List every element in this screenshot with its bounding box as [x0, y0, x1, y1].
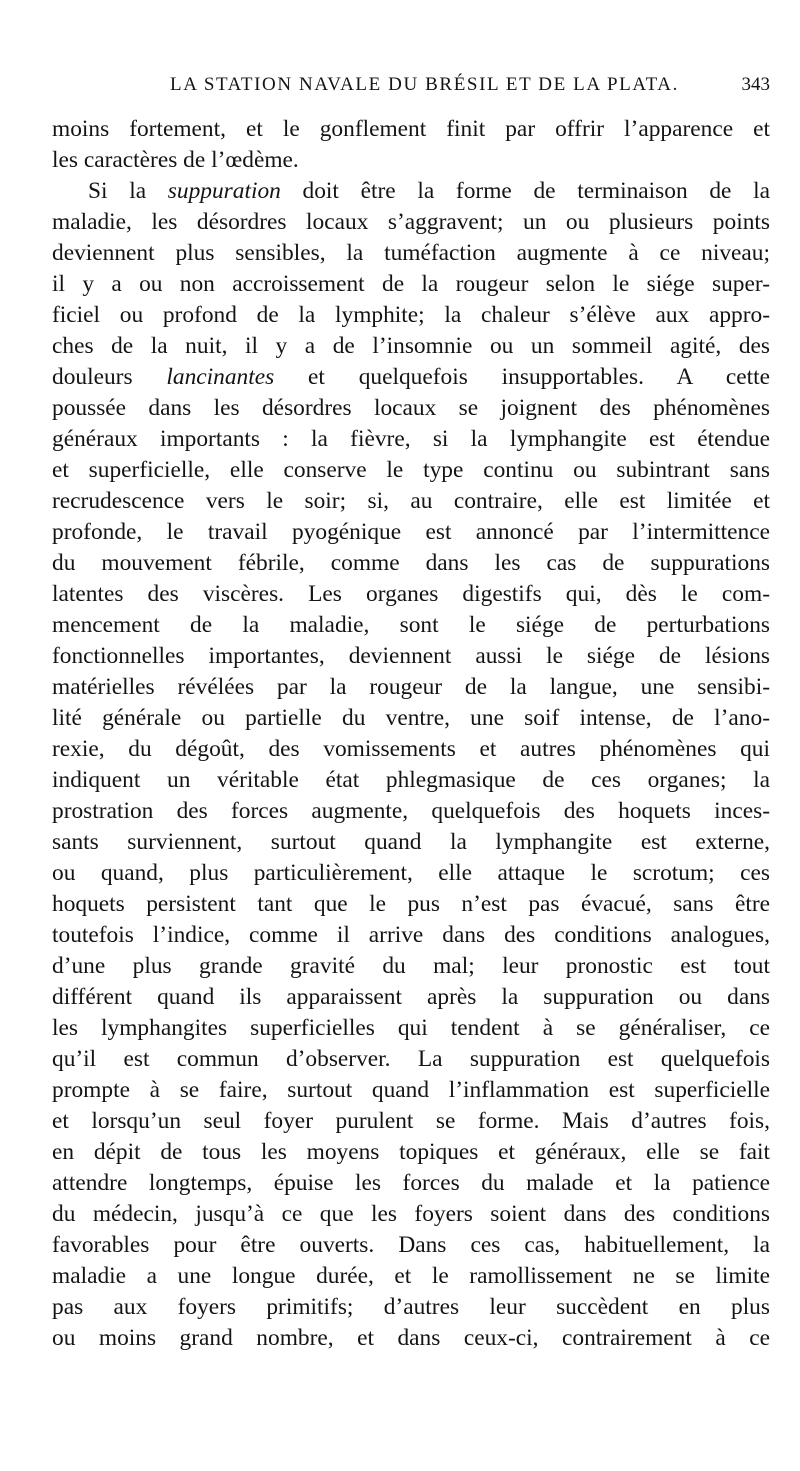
text-line: ches de la nuit, il y a de l’insomnie ou un sommeil agité, des	[52, 333, 770, 359]
italic-term: suppuration	[167, 178, 281, 204]
text-line	[52, 176, 770, 207]
text-line: du mouvement fébrile, comme dans les cas de suppurations	[52, 550, 770, 576]
text-line: ficiel ou profond de la lymphite; la chaleur s’élève aux appro-	[52, 302, 770, 328]
text-line: matérielles révélées par la rougeur de la langue, une sensibi-	[52, 674, 770, 700]
text-line: généraux importants : la fièvre, si la lymphangite est étendue	[52, 426, 770, 452]
text-line: maladie, les désordres locaux s’aggravent; un ou plusieurs points	[52, 209, 770, 235]
text-run: Si la	[88, 178, 168, 204]
text-line: il y a ou non accroissement de la rougeur selon le siége super-	[52, 271, 770, 297]
running-head	[140, 74, 780, 104]
text-line: favorables pour être ouverts. Dans ces cas, habituellement, la	[52, 1232, 770, 1258]
text-line: indiquent un véritable état phlegmasique de ces organes; la	[52, 767, 770, 793]
text-line: sants surviennent, surtout quand la lymphangite est externe,	[52, 829, 770, 855]
text-line: et lorsqu’un seul foyer purulent se forme. Mais d’autres fois,	[52, 1108, 770, 1134]
text-run: et quelquefois insupportables. A cette	[274, 364, 770, 390]
text-line: ou quand, plus particulièrement, elle attaque le scrotum; ces	[52, 860, 770, 886]
text-line: du médecin, jusqu’à ce que les foyers soient dans des conditions	[52, 1201, 770, 1227]
text-line	[52, 362, 770, 393]
text-line: et superficielle, elle conserve le type continu ou subintrant sans	[52, 457, 770, 483]
text-line: lité générale ou partielle du ventre, une soif intense, de l’ano-	[52, 705, 770, 731]
text-line: profonde, le travail pyogénique est annoncé par l’intermittence	[52, 519, 770, 545]
page-number: 343	[741, 74, 770, 95]
text-line: ou moins grand nombre, et dans ceux-ci, contrairement à ce	[52, 1325, 770, 1351]
text-line: les caractères de l’œdème.	[52, 147, 299, 173]
text-line: les lymphangites superficielles qui tendent à se généraliser, ce	[52, 1015, 770, 1041]
text-line: en dépit de tous les moyens topiques et généraux, elle se fait	[52, 1139, 770, 1165]
text-line: d’une plus grande gravité du mal; leur pronostic est tout	[52, 953, 770, 979]
text-line: fonctionnelles importantes, deviennent aussi le siége de lésions	[52, 643, 770, 669]
italic-term: lancinantes	[166, 364, 275, 390]
text-line: toutefois l’indice, comme il arrive dans des conditions analogues,	[52, 922, 770, 948]
text-line: moins fortement, et le gonflement finit par offrir l’apparence et	[52, 116, 770, 142]
body-text	[52, 114, 770, 1354]
text-line: prostration des forces augmente, quelquefois des hoquets inces-	[52, 798, 770, 824]
text-line: attendre longtemps, épuise les forces du malade et la patience	[52, 1170, 770, 1196]
text-line: latentes des viscères. Les organes digestifs qui, dès le com-	[52, 581, 770, 607]
text-line: pas aux foyers primitifs; d’autres leur succèdent en plus	[52, 1294, 770, 1320]
text-line: rexie, du dégoût, des vomissements et autres phénomènes qui	[52, 736, 770, 762]
text-line: maladie a une longue durée, et le ramollissement ne se limite	[52, 1263, 770, 1289]
text-line: deviennent plus sensibles, la tuméfaction augmente à ce niveau;	[52, 240, 770, 266]
text-line: hoquets persistent tant que le pus n’est pas évacué, sans être	[52, 891, 770, 917]
text-line: mencement de la maladie, sont le siége de perturbations	[52, 612, 770, 638]
text-line: poussée dans les désordres locaux se joignent des phénomènes	[52, 395, 770, 421]
text-line: différent quand ils apparaissent après la suppuration ou dans	[52, 984, 770, 1010]
text-line: prompte à se faire, surtout quand l’inflammation est superficielle	[52, 1077, 770, 1103]
text-line: recrudescence vers le soir; si, au contraire, elle est limitée et	[52, 488, 770, 514]
text-line: qu’il est commun d’observer. La suppuration est quelquefois	[52, 1046, 770, 1072]
text-run: douleurs	[52, 364, 167, 390]
text-run: doit être la forme de terminaison de la	[280, 178, 770, 204]
running-title: LA STATION NAVALE DU BRÉSIL ET DE LA PLATA.	[170, 74, 679, 95]
